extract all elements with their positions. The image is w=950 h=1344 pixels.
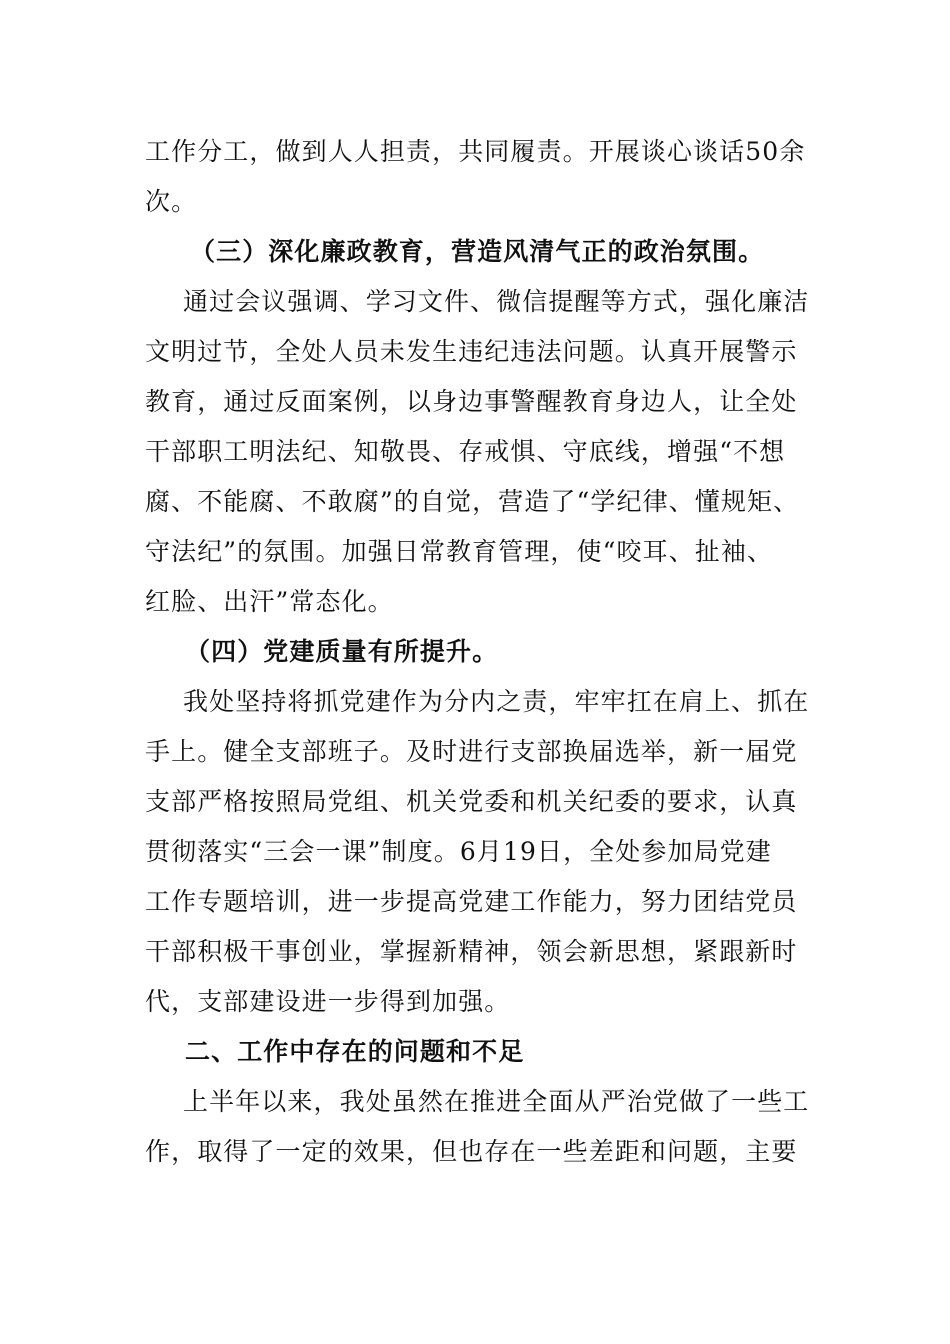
section-heading-3: （三）深化廉政教育，营造风清气正的政治氛围。 <box>190 237 765 266</box>
body-text-line: 干部职工明法纪、知敬畏、存戒惧、守底线，增强“不想 <box>145 437 786 466</box>
body-text-line: 手上。健全支部班子。及时进行支部换届选举，新一届党 <box>145 737 798 766</box>
body-text-line: 支部严格按照局党组、机关党委和机关纪委的要求，认真 <box>145 787 798 816</box>
body-text-line: 腐、不能腐、不敢腐”的自觉，营造了“学纪律、懂规矩、 <box>145 487 800 516</box>
body-text-line: 守法纪”的氛围。加强日常教育管理，使“咬耳、扯袖、 <box>145 537 774 566</box>
body-text-line: 工作分工，做到人人担责，共同履责。开展谈心谈话50余 <box>145 137 806 166</box>
body-text-line: 文明过节，全处人员未发生违纪违法问题。认真开展警示 <box>145 337 798 366</box>
section-heading-2: 二、工作中存在的问题和不足 <box>185 1037 525 1066</box>
body-text-line: 次。 <box>145 187 198 216</box>
section-heading-4: （四）党建质量有所提升。 <box>185 637 499 666</box>
body-text-line: 代，支部建设进一步得到加强。 <box>145 987 511 1016</box>
body-text-line: 作，取得了一定的效果，但也存在一些差距和问题，主要 <box>145 1137 798 1166</box>
body-text-line: 工作专题培训，进一步提高党建工作能力，努力团结党员 <box>145 887 798 916</box>
body-text-line: 上半年以来，我处虽然在推进全面从严治党做了一些工 <box>183 1087 810 1116</box>
body-text-line: 干部积极干事创业，掌握新精神，领会新思想，紧跟新时 <box>145 937 798 966</box>
body-text-line: 我处坚持将抓党建作为分内之责，牢牢扛在肩上、抓在 <box>183 687 810 716</box>
body-text-line: 红脸、出汗”常态化。 <box>145 587 394 616</box>
body-text-line: 教育，通过反面案例，以身边事警醒教育身边人，让全处 <box>145 387 798 416</box>
body-text-line: 通过会议强调、学习文件、微信提醒等方式，强化廉洁 <box>183 287 810 316</box>
body-text-line: 贯彻落实“三会一课”制度。6月19日，全处参加局党建 <box>145 837 772 866</box>
